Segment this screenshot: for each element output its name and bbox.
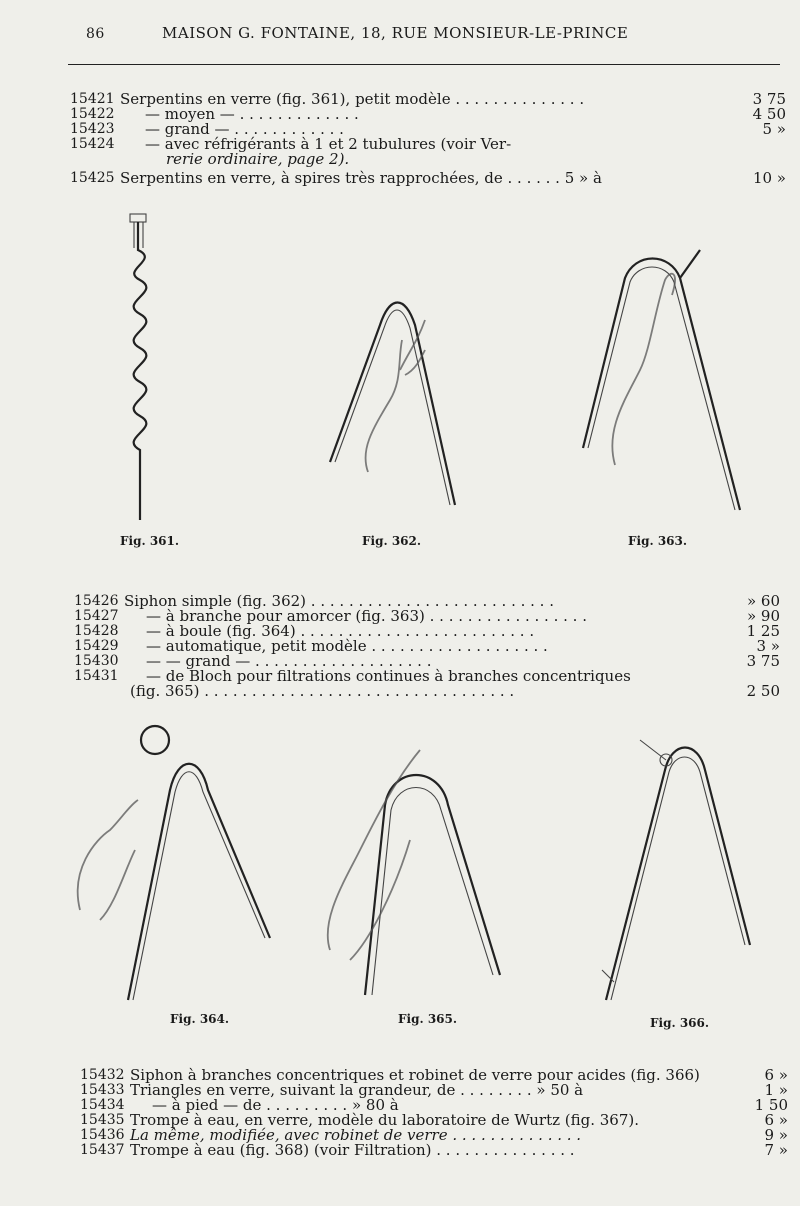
item-price: 1 »: [764, 1081, 788, 1099]
item-text: — moyen — . . . . . . . . . . . . .: [145, 105, 359, 123]
serpentins-list: [70, 92, 786, 186]
item-number: 15429: [74, 638, 119, 654]
item-text: Serpentins en verre (fig. 361), petit modèle . . . . . . . . . . . . . .: [120, 90, 585, 108]
item-price: 4 50: [752, 105, 786, 123]
item-number: 15428: [74, 623, 119, 639]
item-number: 15425: [70, 170, 115, 186]
item-number: 15434: [80, 1097, 125, 1113]
siphon-simple-figure: [330, 303, 455, 506]
page-title: MAISON G. FONTAINE, 18, RUE MONSIEUR-LE-PRINCE: [162, 24, 629, 42]
item-text: — avec réfrigérants à 1 et 2 tubulures (voir Ver-: [145, 135, 512, 153]
fig-365-caption: Fig. 365.: [398, 1012, 458, 1026]
item-price: 6 »: [764, 1066, 788, 1084]
item-text: — automatique, petit modèle . . . . . . . . . . . . . . . . . . .: [146, 637, 548, 655]
item-price: 9 »: [764, 1126, 788, 1144]
item-text: (fig. 365) . . . . . . . . . . . . . . . . . . . . . . . . . . . . . . . . .: [130, 682, 515, 700]
fig-361-caption: Fig. 361.: [120, 534, 180, 548]
item-text: Triangles en verre, suivant la grandeur, de . . . . . . . . » 50 à: [130, 1081, 584, 1099]
item-text: — de Bloch pour filtrations continues à branches concentriques: [146, 667, 631, 685]
item-price: » 90: [746, 607, 780, 625]
item-price: » 60: [746, 592, 780, 610]
item-text: — à pied — de . . . . . . . . . » 80 à: [152, 1096, 399, 1114]
item-price: 7 »: [764, 1141, 788, 1159]
item-text: — à boule (fig. 364) . . . . . . . . . . . . . . . . . . . . . . . . .: [146, 622, 535, 640]
item-number: 15422: [70, 106, 115, 122]
item-text: Siphon à branches concentriques et robinet de verre pour acides (fig. 366): [130, 1066, 700, 1084]
item-number: 15433: [80, 1082, 125, 1098]
siphon-branch-figure: [583, 250, 740, 510]
item-number: 15437: [80, 1142, 125, 1158]
item-text: Trompe à eau, en verre, modèle du laboratoire de Wurtz (fig. 367).: [130, 1111, 640, 1129]
item-number: 15430: [74, 653, 119, 669]
item-text: — grand — . . . . . . . . . . . .: [145, 120, 344, 138]
item-text: Siphon simple (fig. 362) . . . . . . . . . . . . . . . . . . . . . . . . . .: [124, 592, 554, 610]
fig-366-caption: Fig. 366.: [650, 1016, 710, 1030]
item-number: 15424: [70, 136, 115, 152]
item-price: 10 »: [752, 169, 786, 187]
fig-362-caption: Fig. 362.: [362, 534, 422, 548]
list-item: [70, 171, 786, 186]
triangles-trompes-list: [80, 1068, 788, 1158]
item-text: Trompe à eau (fig. 368) (voir Filtration) . . . . . . . . . . . . . . .: [130, 1141, 575, 1159]
item-number: 15423: [70, 121, 115, 137]
item-number: 15426: [74, 593, 119, 609]
item-text: La même, modifiée, avec robinet de verre . . . . . . . . . . . . . .: [130, 1126, 582, 1144]
page-header: [86, 22, 760, 46]
header-rule: [68, 64, 780, 65]
item-number: 15421: [70, 91, 115, 107]
item-number: 15435: [80, 1112, 125, 1128]
siphon-acid-figure: [602, 740, 750, 1000]
item-price: 5 »: [762, 120, 786, 138]
siphon-bloch-figure: [328, 750, 500, 995]
item-price: 6 »: [764, 1111, 788, 1129]
item-text: Serpentins en verre, à spires très rapprochées, de . . . . . . 5 » à: [120, 169, 602, 187]
item-number: 15431: [74, 668, 119, 684]
siphon-ball-figure: [78, 726, 270, 1000]
list-item: [70, 152, 786, 167]
item-price: 3 75: [752, 90, 786, 108]
item-text: — à branche pour amorcer (fig. 363) . . . . . . . . . . . . . . . . .: [146, 607, 587, 625]
siphons-list: [74, 594, 780, 699]
item-price: 3 75: [746, 652, 780, 670]
item-number: 15432: [80, 1067, 125, 1083]
item-text: — — grand — . . . . . . . . . . . . . . . . . . .: [146, 652, 432, 670]
list-item: [74, 684, 780, 699]
bottom-figures: [0, 720, 800, 1010]
item-text: rerie ordinaire, page 2).: [166, 150, 350, 168]
serpentin-coil-figure: [130, 214, 146, 520]
item-price: 2 50: [746, 682, 780, 700]
item-number: 15436: [80, 1127, 125, 1143]
fig-363-caption: Fig. 363.: [628, 534, 688, 548]
item-price: 3 »: [756, 637, 780, 655]
top-figures: [0, 200, 800, 540]
fig-364-caption: Fig. 364.: [170, 1012, 230, 1026]
list-item: [80, 1143, 788, 1158]
page-number: 86: [86, 26, 105, 42]
item-price: 1 25: [746, 622, 780, 640]
item-number: 15427: [74, 608, 119, 624]
item-price: 1 50: [754, 1096, 788, 1114]
